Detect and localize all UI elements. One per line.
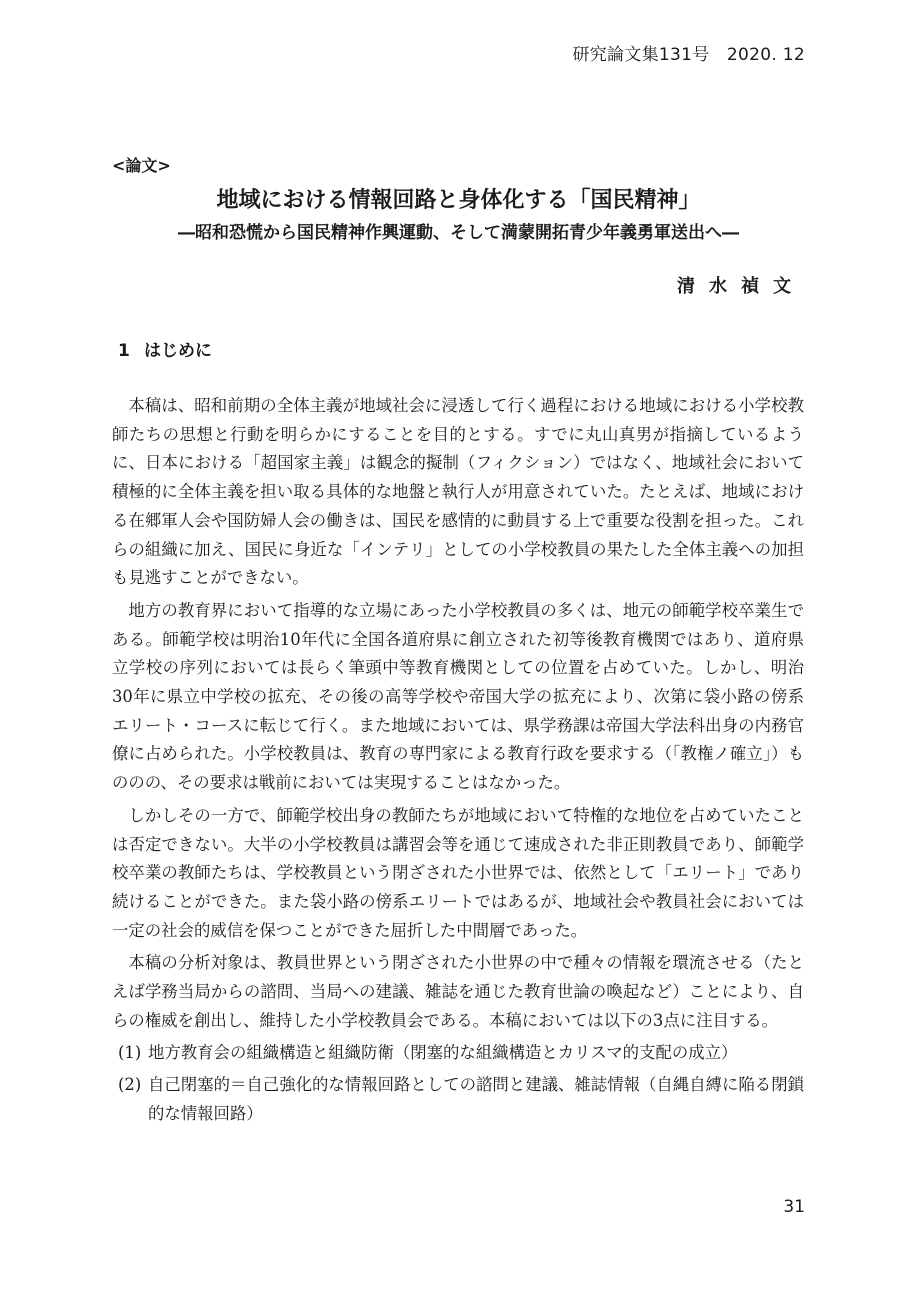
- journal-header: 研究論文集131号 2020. 12: [572, 45, 805, 65]
- body-text: [112, 392, 804, 1132]
- article-title: 地域における情報回路と身体化する「国民精神」: [216, 188, 701, 213]
- paragraph: 地方の教育界において指導的な立場にあった小学校教員の多くは、地元の師範学校卒業生である。師範学校は明治10年代に全国各道府県に創立された初等後教育機関ではあり、道府県立学校の序列においては長らく筆頭中等教育機関としての位置を占めていた。しかし、明治30年に県立中学校の拡充、その後の高等学校や帝国大学の拡充により、次第に袋小路の傍系エリート・コースに転じて行く。また地域においては、県学務課は帝国大学法科出身の内務官僚に占められた。小学校教員は、教育の専門家による教育行政を要求する（「教権ノ確立」）もののの、その要求は戦前においては実現することはなかった。: [112, 600, 804, 793]
- article-kind-label: <論文>: [112, 156, 171, 175]
- author-name: 清水禎文: [677, 276, 805, 297]
- article-subtitle: ―昭和恐慌から国民精神作興運動、そして満蒙開拓青少年義勇軍送出へ―: [178, 223, 739, 243]
- list-item: [118, 1039, 804, 1068]
- list-text: 地方教育会の組織構造と組織防衛（閉塞的な組織構造とカリスマ的支配の成立）: [148, 1043, 738, 1063]
- section-heading: [118, 336, 212, 361]
- paragraph: 本稿の分析対象は、教員世界という閉ざされた小世界の中で種々の情報を環流させる（たとえば学務当局からの諮問、当局への建議、雑誌を通じた教育世論の喚起など）ことにより、自らの権威を創出し、維持した小学校教員会である。本稿においては以下の3点に注目する。: [112, 953, 804, 1030]
- page-number: 31: [783, 1197, 805, 1217]
- list-item: [118, 1071, 804, 1128]
- section-title: はじめに: [144, 341, 212, 361]
- paragraph: 本稿は、昭和前期の全体主義が地域社会に浸透して行く過程における地域における小学校教師たちの思想と行動を明らかにすることを目的とする。すでに丸山真男が指摘しているように、日本における「超国家主義」は観念的擬制（フィクション）ではなく、地域社会において積極的に全体主義を担い取る具体的な地盤と執行人が用意されていた。たとえば、地域における在郷軍人会や国防婦人会の働きは、国民を感情的に動員する上で重要な役割を担った。これらの組織に加え、国民に身近な「インテリ」としての小学校教員の果たした全体主義への加担も見逃すことができない。: [112, 396, 804, 588]
- section-number: 1: [118, 341, 130, 361]
- list-marker: (1): [118, 1043, 142, 1063]
- list-text: 自己閉塞的＝自己強化的な情報回路としての諮問と建議、雑誌情報（自縄自縛に陥る閉鎖的な情報回路）: [148, 1075, 804, 1123]
- paragraph: しかしその一方で、師範学校出身の教師たちが地域において特権的な地位を占めていたことは否定できない。大半の小学校教員は講習会等を通じて速成された非正則教員であり、師範学校卒業の教師たちは、学校教員という閉ざされた小世界では、依然として「エリート」であり続けることができた。また袋小路の傍系エリートではあるが、地域社会や教員社会においては一定の社会的威信を保つことができた屈折した中間層であった。: [112, 805, 804, 940]
- list-marker: (2): [118, 1075, 142, 1095]
